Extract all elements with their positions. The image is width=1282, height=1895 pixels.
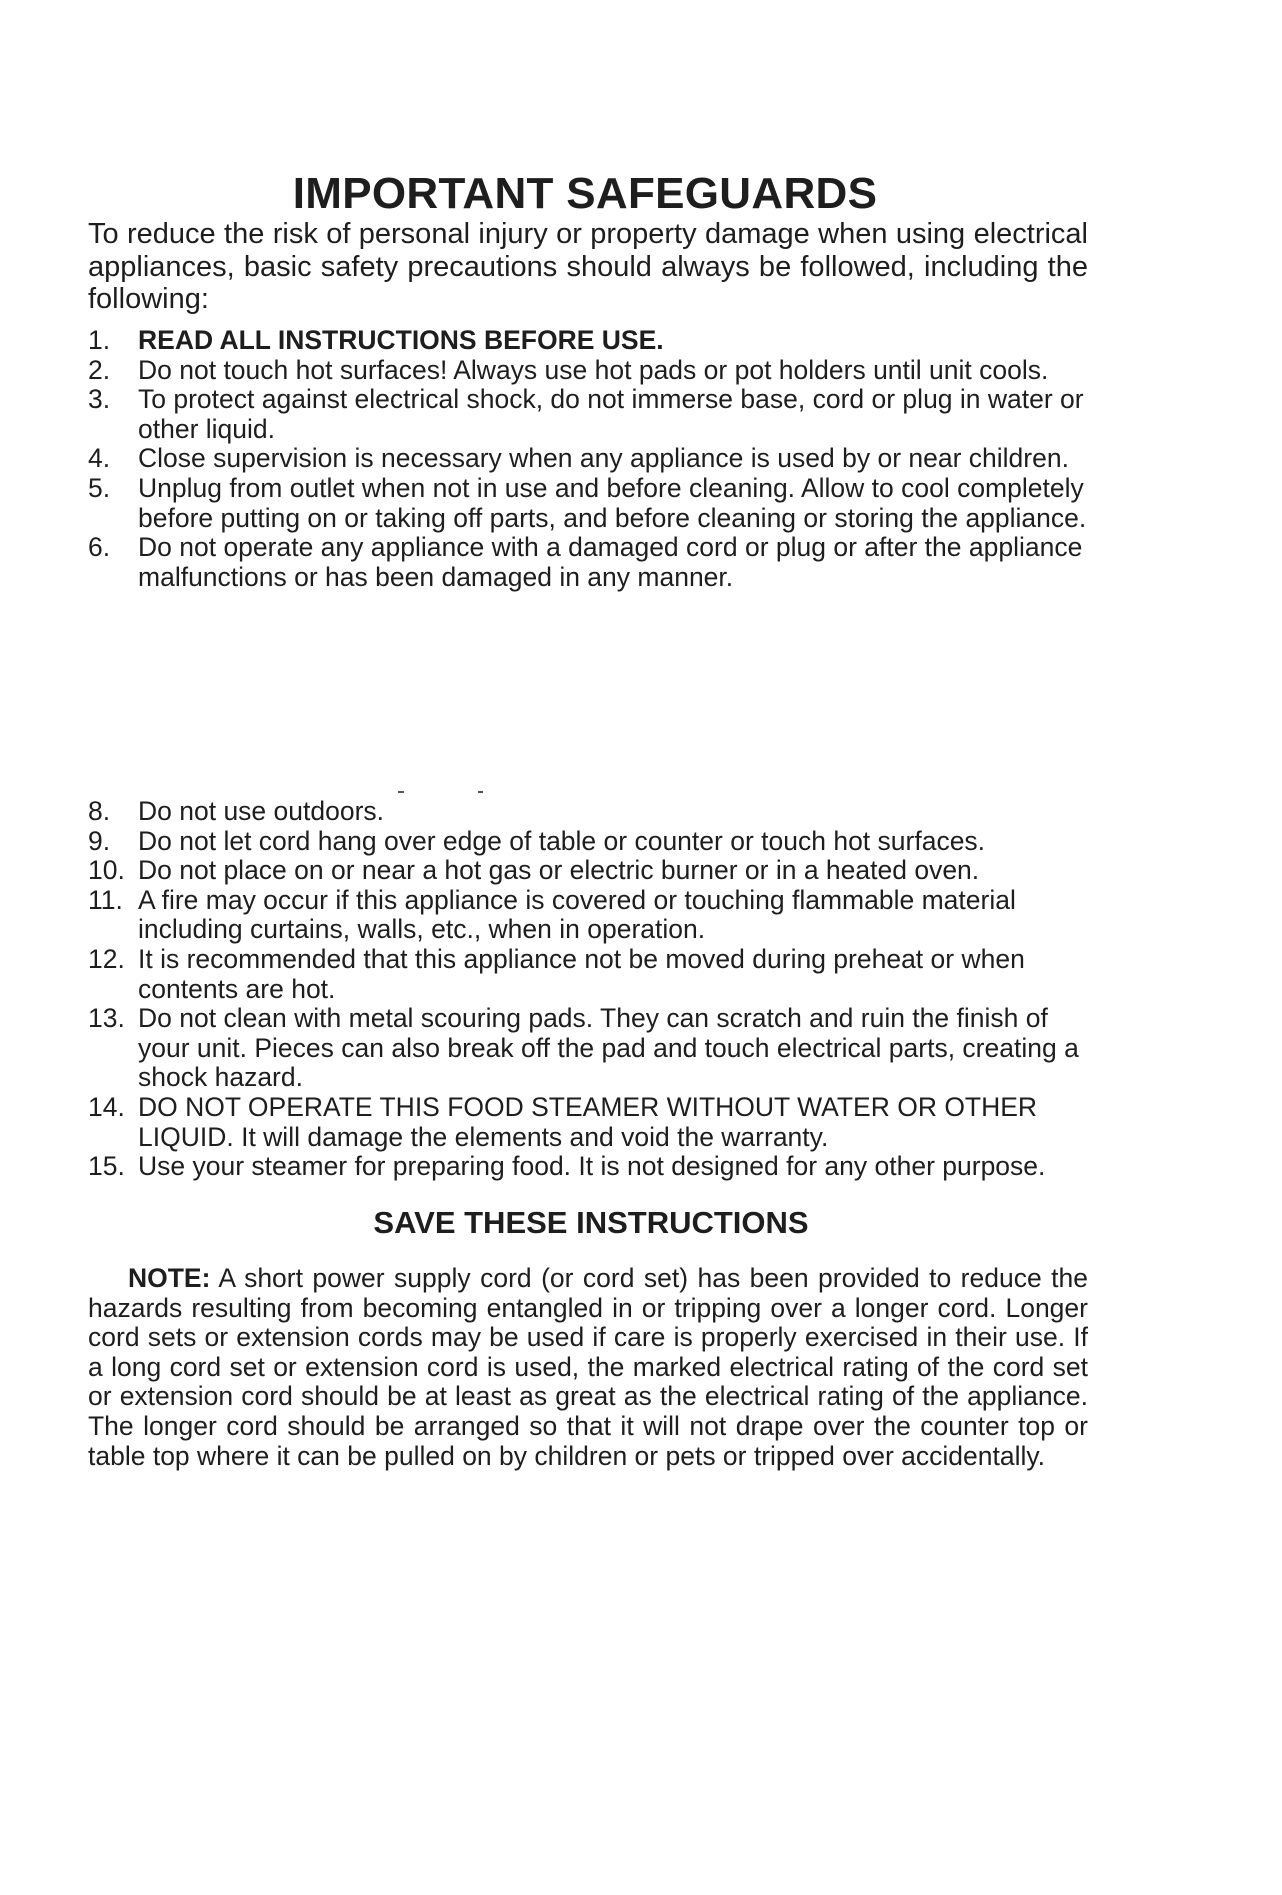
item-number: 15.	[88, 1151, 125, 1182]
list-item	[88, 1004, 1088, 1093]
item-number: 8.	[88, 796, 111, 826]
item-text: Do not operate any appliance with a damaged cord or plug or after the appliance malfunctions or has been damaged in any manner.	[138, 532, 1083, 592]
item-text: Do not let cord hang over edge of table or counter or touch hot surfaces.	[138, 825, 986, 856]
list-item	[88, 797, 1088, 827]
item-text: Unplug from outlet when not in use and before cleaning. Allow to cool completely before putting on or taking off parts, and before cleaning or storing the appliance.	[138, 472, 1087, 533]
item-number: 6.	[88, 532, 111, 563]
list-item	[88, 385, 1088, 444]
list-item	[88, 474, 1088, 533]
note-label: NOTE:	[128, 1263, 211, 1293]
list-item	[88, 856, 1088, 886]
item-text: DO NOT OPERATE THIS FOOD STEAMER WITHOUT WATER OR OTHER LIQUID. It will damage the elements and void the warranty.	[138, 1091, 1038, 1152]
item-number: 11.	[88, 884, 123, 915]
item-text: Close supervision is necessary when any appliance is used by or near children.	[138, 443, 1069, 474]
list-item	[88, 1152, 1088, 1182]
note-text: A short power supply cord (or cord set) has been provided to reduce the hazards resulting from becoming entangled in or tripping over a longer cord. Longer cord sets or extension cords may be used if care is properly exercised in their use. If a long cord set or extension cord is used, the marked electrical rating of the cord set or extension cord should be at least as great as the electrical rating of the appliance. The longer cord should be arranged so that it will not drape over the counter top or table top where it can be pulled on by children or pets or tripped over accidentally.	[88, 1263, 1088, 1471]
item-text: Use your steamer for preparing food. It is not designed for any other purpose.	[138, 1151, 1046, 1182]
item-number: 4.	[88, 443, 111, 474]
item-number: 3.	[88, 384, 111, 415]
item-text: READ ALL INSTRUCTIONS BEFORE USE.	[138, 325, 664, 355]
item-number: 14.	[88, 1091, 125, 1122]
list-item	[88, 326, 1088, 356]
item-text: Do not touch hot surfaces! Always use hot pads or pot holders until unit cools.	[138, 354, 1049, 385]
list-item	[88, 886, 1088, 945]
item-number: 5.	[88, 472, 111, 503]
intro-paragraph: To reduce the risk of personal injury or property damage when using electrical appliances, basic safety precautions should always be followed, including the following:	[88, 218, 1088, 315]
item-number: 1.	[88, 325, 111, 355]
list-item	[88, 1093, 1088, 1152]
note-paragraph	[88, 1264, 1088, 1471]
item-text: Do not clean with metal scouring pads. They can scratch and ruin the finish of your unit. Pieces can also break off the pad and touch electrical parts, creating a shock hazard.	[138, 1003, 1079, 1093]
item-text: To protect against electrical shock, do not immerse base, cord or plug in water or other liquid.	[138, 384, 1084, 444]
item-number: 13.	[88, 1003, 125, 1034]
list-item	[88, 533, 1088, 592]
save-instructions-heading: SAVE THESE INSTRUCTIONS	[373, 1205, 809, 1240]
item-text: Do not use outdoors.	[138, 796, 385, 826]
item-text: A fire may occur if this appliance is covered or touching flammable material including curtains, walls, etc., when in operation.	[138, 884, 1016, 945]
list-item	[88, 356, 1088, 386]
item-number: 2.	[88, 354, 111, 385]
item-number: 9.	[88, 825, 111, 856]
list-item	[88, 444, 1088, 474]
item-number: 10.	[88, 855, 125, 886]
item-text: It is recommended that this appliance not be moved during preheat or when contents are hot.	[138, 943, 1025, 1004]
list-item	[88, 945, 1088, 1004]
item-text: Do not place on or near a hot gas or electric burner or in a heated oven.	[138, 855, 980, 886]
safeguards-list-first	[88, 326, 1088, 592]
document-title: IMPORTANT SAFEGUARDS	[292, 169, 878, 218]
scan-artifact-mark	[478, 791, 483, 793]
list-item	[88, 827, 1088, 857]
safeguards-list-second	[88, 797, 1088, 1182]
scan-artifact-mark	[398, 791, 404, 793]
item-number: 12.	[88, 943, 125, 974]
